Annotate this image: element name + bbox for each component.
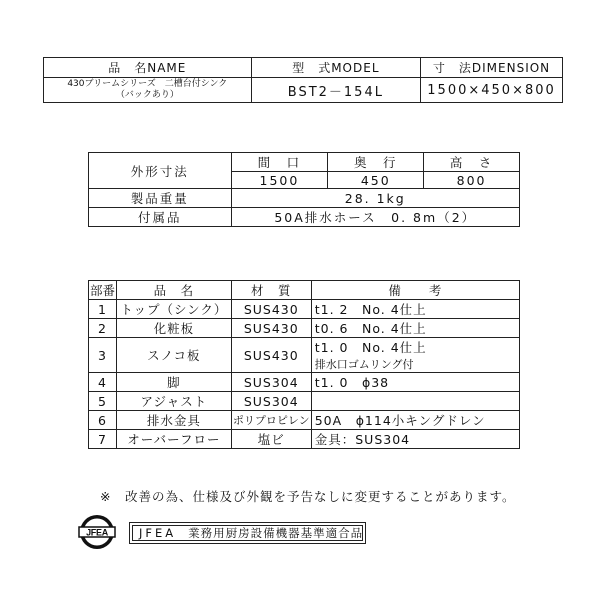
width-header: 間 口 [231,153,328,172]
part-no: 5 [89,392,117,411]
depth-header: 奥 行 [328,153,424,172]
outer-dimension-label: 外形寸法 [89,153,232,189]
part-no: 1 [89,300,117,319]
part-note: 金具：SUS304 [311,430,519,449]
part-name: 化粧板 [116,319,231,338]
part-no: 4 [89,373,117,392]
height-value: 800 [424,172,520,189]
product-name-sub: （バックあり） [115,90,179,100]
depth-value: 450 [328,172,424,189]
width-value: 1500 [231,172,328,189]
part-note-extra: 排水口ゴムリング付 [314,358,414,371]
part-name: トップ（シンク） [116,300,231,319]
weight-value: 28. 1kg [231,189,520,208]
part-name: 脚 [116,373,231,392]
weight-label: 製品重量 [89,189,232,208]
header-table [43,57,563,103]
part-material: SUS430 [231,300,311,319]
dimension-value: 1500×450×800 [421,78,563,103]
part-no: 3 [89,338,117,373]
part-no: 2 [89,319,117,338]
table-row [89,319,520,338]
parts-table [88,280,520,449]
svg-text:JFEA: JFEA [86,527,108,538]
product-name-cell [44,78,252,103]
table-row [89,338,520,373]
jfea-logo-icon [73,513,121,551]
part-note [311,392,519,411]
part-note: t0. 6 No. 4仕上 [311,319,519,338]
disclaimer-note: ※ 改善の為、仕様及び外観を予告なしに変更することがあります。 [100,489,516,504]
table-row [89,300,520,319]
part-no-header: 部番 [89,281,117,300]
part-note: t1. 0 ϕ38 [311,373,519,392]
table-row [89,411,520,430]
table-row [89,392,520,411]
table-row [89,373,520,392]
jfea-certification-label [129,522,366,544]
part-material: SUS430 [231,319,311,338]
height-header: 高 さ [424,153,520,172]
part-material: 塩ビ [231,430,311,449]
part-note: t1. 2 No. 4仕上 [311,300,519,319]
part-no: 6 [89,411,117,430]
jfea-prefix: JFEA [139,526,177,540]
jfea-text: 業務用厨房設備機器基準適合品 [188,526,364,540]
model-column-header: 型 式MODEL [251,58,420,78]
table-row [89,430,520,449]
accessory-value: 50A排水ホース 0. 8m（2） [231,208,520,227]
part-name: 排水金具 [116,411,231,430]
part-name: アジャスト [116,392,231,411]
part-no: 7 [89,430,117,449]
material-header: 材 質 [231,281,311,300]
spec-table [88,152,520,227]
part-note-cell [311,338,519,373]
part-note: 50A ϕ114小キングドレン [311,411,519,430]
dimension-column-header: 寸 法DIMENSION [421,58,563,78]
part-material: SUS304 [231,373,311,392]
part-note: t1. 0 No. 4仕上 [314,340,427,355]
part-name-header: 品 名 [116,281,231,300]
name-column-header: 品 名NAME [44,58,252,78]
part-material: SUS304 [231,392,311,411]
remarks-header: 備 考 [311,281,519,300]
parts-header-row [89,281,520,300]
part-name: スノコ板 [116,338,231,373]
part-name: オーバーフロー [116,430,231,449]
accessory-label: 付属品 [89,208,232,227]
model-value: BST2－154L [251,78,420,103]
part-material: ポリプロピレン [231,411,311,430]
part-material: SUS430 [231,338,311,373]
product-name: 430ブリームシリーズ 二槽台付シンク [67,79,228,89]
